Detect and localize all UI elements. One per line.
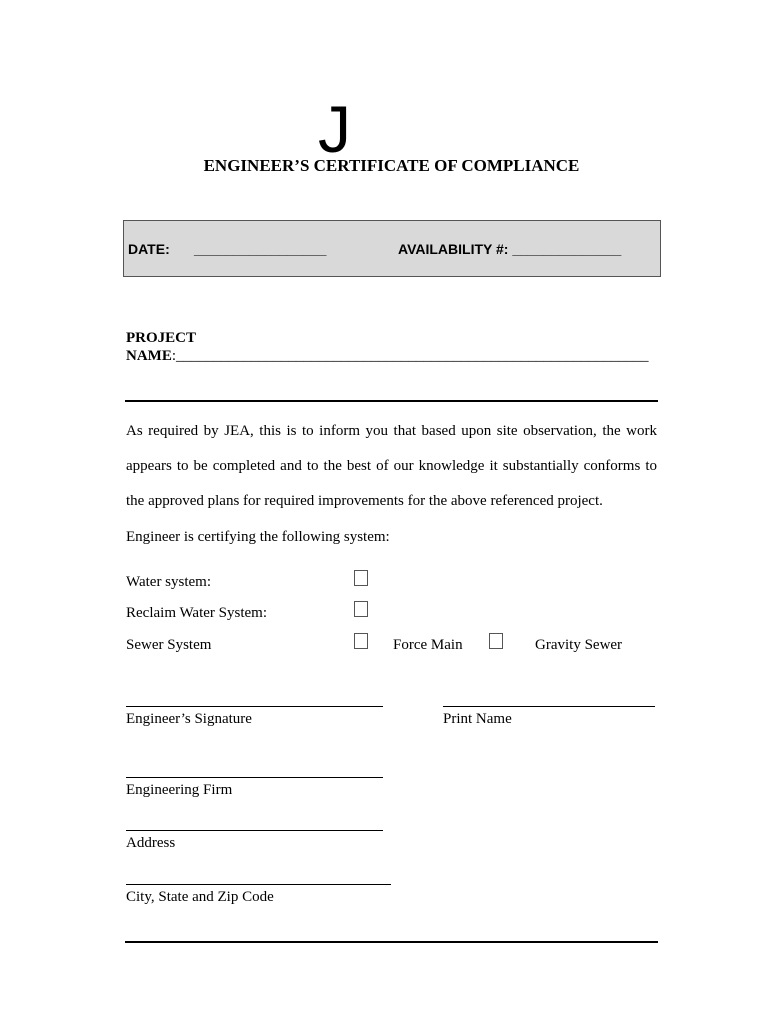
- reclaim-water-label: Reclaim Water System:: [126, 605, 267, 621]
- project-label: PROJECT: [126, 330, 197, 346]
- sewer-system-checkbox[interactable]: [354, 633, 368, 649]
- force-main-checkbox[interactable]: [489, 633, 503, 649]
- water-system-label: Water system:: [126, 574, 212, 590]
- statement-line: appears to be completed and to the best of our knowledge it substantially conforms to: [126, 458, 657, 474]
- statement-line: As required by JEA, this is to inform you that based upon site observation, the work: [126, 423, 657, 439]
- section-divider: [125, 400, 658, 402]
- statement-line: Engineer is certifying the following system:: [126, 529, 390, 545]
- print-name-line[interactable]: [443, 706, 655, 707]
- date-label: DATE:: [128, 241, 170, 257]
- project-name-field[interactable]: [126, 347, 649, 365]
- water-system-checkbox[interactable]: [354, 570, 368, 586]
- reclaim-water-checkbox[interactable]: [354, 601, 368, 617]
- force-main-label: Force Main: [393, 637, 463, 653]
- project-name-blank[interactable]: :_______________________________________________________________: [171, 348, 649, 364]
- availability-field[interactable]: AVAILABILITY #: ______________: [398, 241, 622, 257]
- date-field[interactable]: _________________: [194, 241, 327, 257]
- city-state-zip-label: City, State and Zip Code: [126, 889, 274, 905]
- gravity-sewer-label: Gravity Sewer: [535, 637, 623, 653]
- jea-logo: J: [318, 92, 351, 166]
- print-name-label: Print Name: [443, 711, 512, 727]
- info-box: [123, 220, 661, 277]
- city-state-zip-line[interactable]: [126, 884, 391, 885]
- engineering-firm-label: Engineering Firm: [126, 782, 233, 798]
- footer-divider: [125, 941, 658, 943]
- statement-line: the approved plans for required improvements for the above referenced project.: [126, 493, 603, 509]
- project-name-label: NAME: [126, 348, 172, 364]
- engineer-signature-line[interactable]: [126, 706, 383, 707]
- address-line[interactable]: [126, 830, 383, 831]
- engineer-signature-label: Engineer’s Signature: [126, 711, 252, 727]
- engineering-firm-line[interactable]: [126, 777, 383, 778]
- page-title: ENGINEER’S CERTIFICATE OF COMPLIANCE: [203, 156, 580, 175]
- sewer-system-label: Sewer System: [126, 637, 212, 653]
- address-label: Address: [126, 835, 176, 851]
